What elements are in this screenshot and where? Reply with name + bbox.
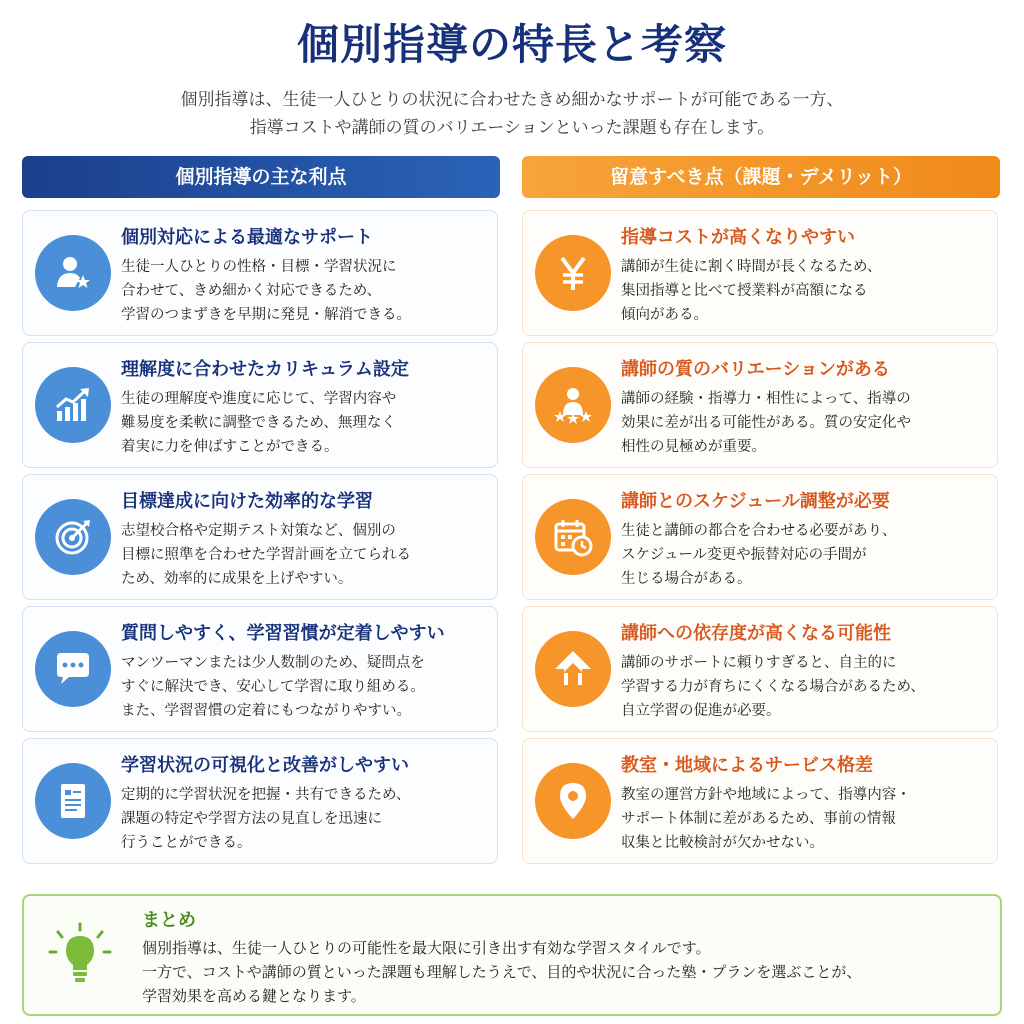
text-line: 生徒の理解度や進度に応じて、学習内容や	[121, 391, 397, 407]
subtitle-line: 指導コストや講師の質のバリエーションといった課題も存在します。	[249, 118, 775, 138]
caution-text	[621, 255, 991, 327]
text-line: すぐに解決でき、安心して学習に取り組める。	[121, 679, 425, 695]
summary-title: まとめ	[142, 910, 196, 931]
caution-text	[621, 387, 991, 459]
advantage-text	[121, 387, 491, 459]
advantage-card	[22, 342, 498, 468]
caution-card	[522, 738, 998, 864]
dependency-arrow-icon	[535, 631, 611, 707]
text-line: スケジュール変更や振替対応の手間が	[621, 547, 867, 563]
advantage-card	[22, 474, 498, 600]
caution-text	[621, 651, 991, 723]
text-line: 講師が生徒に割く時間が長くなるため、	[621, 259, 882, 275]
text-line: 定期的に学習状況を把握・共有できるため、	[121, 787, 411, 803]
text-line: 個別指導は、生徒一人ひとりの可能性を最大限に引き出す有効な学習スタイルです。	[142, 939, 711, 957]
caution-card	[522, 210, 998, 336]
text-line: サポート体制に差があるため、事前の情報	[621, 811, 896, 827]
caution-text	[621, 783, 991, 855]
advantages-header: 個別指導の主な利点	[22, 156, 500, 198]
text-line: 着実に力を伸ばすことができる。	[121, 439, 339, 455]
target-icon	[35, 499, 111, 575]
text-line: ため、効率的に成果を上げやすい。	[121, 571, 353, 587]
advantage-title: 目標達成に向けた効率的な学習	[121, 491, 373, 512]
subtitle-line: 個別指導は、生徒一人ひとりの状況に合わせたきめ細かなサポートが可能である一方、	[180, 90, 844, 110]
text-line: 自立学習の促進が必要。	[621, 703, 781, 719]
caution-text	[621, 519, 991, 591]
summary-box	[22, 894, 1002, 1016]
text-line: 志望校合格や定期テスト対策など、個別の	[121, 523, 396, 539]
caution-title: 講師の質のバリエーションがある	[621, 359, 890, 380]
cautions-header: 留意すべき点（課題・デメリット）	[522, 156, 1000, 198]
text-line: 学習のつまずきを早期に発見・解消できる。	[121, 307, 411, 323]
caution-title: 指導コストが高くなりやすい	[621, 227, 855, 248]
calendar-clock-icon	[535, 499, 611, 575]
advantage-card	[22, 606, 498, 732]
caution-title: 教室・地域によるサービス格差	[621, 755, 873, 776]
text-line: 相性の見極めが重要。	[621, 439, 766, 455]
lightbulb-icon	[44, 920, 116, 992]
summary-text	[142, 936, 992, 1008]
advantage-text	[121, 783, 491, 855]
advantage-text	[121, 255, 491, 327]
advantage-title: 個別対応による最適なサポート	[121, 227, 373, 248]
document-icon	[35, 763, 111, 839]
text-line: 講師の経験・指導力・相性によって、指導の	[621, 391, 911, 407]
text-line: 傾向がある。	[621, 307, 708, 323]
text-line: 講師のサポートに頼りすぎると、自主的に	[621, 655, 897, 671]
advantage-title: 学習状況の可視化と改善がしやすい	[121, 755, 409, 776]
caution-title: 講師とのスケジュール調整が必要	[621, 491, 890, 512]
advantage-title: 質問しやすく、学習習慣が定着しやすい	[121, 623, 445, 644]
yen-icon	[535, 235, 611, 311]
advantage-card	[22, 210, 498, 336]
text-line: 学習する力が育ちにくくなる場合があるため、	[621, 679, 925, 695]
text-line: 生徒一人ひとりの性格・目標・学習状況に	[121, 259, 397, 275]
advantage-text	[121, 519, 491, 591]
text-line: マンツーマンまたは少人数制のため、疑問点を	[121, 655, 425, 671]
text-line: 収集と比較検討が欠かせない。	[621, 835, 824, 851]
location-pin-icon	[535, 763, 611, 839]
text-line: 課題の特定や学習方法の見直しを迅速に	[121, 811, 382, 827]
chat-bubble-icon	[35, 631, 111, 707]
person-star-icon	[35, 235, 111, 311]
text-line: 効果に差が出る可能性がある。質の安定化や	[621, 415, 911, 431]
advantage-card	[22, 738, 498, 864]
text-line: 生じる場合がある。	[621, 571, 752, 587]
growth-chart-icon	[35, 367, 111, 443]
text-line: 教室の運営方針や地域によって、指導内容・	[621, 787, 911, 803]
page-subtitle	[40, 86, 984, 142]
caution-card	[522, 474, 998, 600]
text-line: 集団指導と比べて授業料が高額になる	[621, 283, 868, 299]
text-line: また、学習習慣の定着にもつながりやすい。	[121, 703, 411, 719]
advantage-title: 理解度に合わせたカリキュラム設定	[121, 359, 409, 380]
text-line: 合わせて、きめ細かく対応できるため、	[121, 283, 382, 299]
caution-card	[522, 342, 998, 468]
text-line: 一方で、コストや講師の質といった課題も理解したうえで、目的や状況に合った塾・プランを選ぶことが、	[142, 963, 862, 981]
teacher-stars-icon	[535, 367, 611, 443]
text-line: 行うことができる。	[121, 835, 252, 851]
caution-card	[522, 606, 998, 732]
advantage-text	[121, 651, 491, 723]
caution-title: 講師への依存度が高くなる可能性	[621, 623, 891, 644]
page-title: 個別指導の特長と考察	[296, 20, 727, 69]
text-line: 学習効果を高める鍵となります。	[142, 987, 366, 1005]
text-line: 生徒と講師の都合を合わせる必要があり、	[621, 523, 897, 539]
text-line: 難易度を柔軟に調整できるため、無理なく	[121, 415, 396, 431]
text-line: 目標に照準を合わせた学習計画を立てられる	[121, 547, 411, 563]
